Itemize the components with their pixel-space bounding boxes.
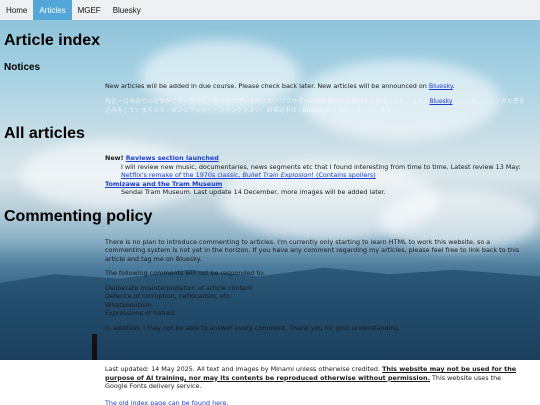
netflix-review-link[interactable]: Netflix's remake of the 1970s classic, Bullet Train Explosion! (Contains spoilers) [121,171,376,179]
list-item: Whataboutism [105,300,152,309]
nav-home[interactable]: Home [6,5,28,15]
old-index-link[interactable]: The old index page can be found here. [105,398,229,405]
commenting-list-intro: The following comments will not be responded to: [105,269,265,277]
reviews-description: I will review new music, documentaries, news segments etc that I found interesting from time to time. Latest review 13 May: [121,163,521,171]
footer-notice: Last updated: 14 May 2025. All text and images by Minami unless otherwise credited. This website may not be used for the purpose of AI training, nor may its contents be reproduced otherwise without permission. This website uses the Google Fonts delivery service. [105,365,517,391]
article-reviews: New! Reviews section launched [105,154,219,162]
reviews-link[interactable]: Reviews section launched [125,154,219,162]
bluesky-link[interactable]: Bluesky [428,82,453,90]
tomizawa-link[interactable]: Tomizawa and the Tram Museum [105,180,223,188]
list-item: Deliberate misinterpretation of article content [105,284,253,292]
tomizawa-description: Sendai Tram Museum. Last update 14 December, more images will be added later. [121,188,386,196]
top-nav [0,0,540,20]
bluesky-link-jp[interactable]: Bluesky [429,98,453,105]
page-title: Article index [4,32,101,49]
nav-bluesky[interactable]: Bluesky [112,5,141,15]
footer [105,365,525,405]
all-articles-heading: All articles [4,125,85,142]
notice-japanese: 現在・日本語での記事がございません。申し訳ございませんが・ブラウザーの機械翻訳拡張機能をご利用下さい。また・Blueskyにて日英バイリンガル書き込みをしていますので・ぜひごフォロー・コメント下さい。新着記事は・Blueskyにてお知らせいたします。 [105,98,525,114]
notice-english: New articles will be added in due course. Please check back later. New articles will be announced on Bluesky. [105,82,455,90]
nav-articles[interactable]: Articles [33,0,71,20]
netflix-review [121,171,525,179]
nav-mgef[interactable]: MGEF [77,5,101,15]
main-content [0,20,540,360]
notices-heading: Notices [4,62,41,73]
commenting-closing: In addition, I may not be able to answer every comment. Thank you for your understanding. [105,324,401,332]
commenting-intro: There is no plan to introduce commenting to articles. I'm currently only starting to learn HTML to work this website, so a commenting system is not yet in the horizon. If you have any comment regarding my articles, please feel free to link back to this article and tag me on Bluesky. [105,238,520,263]
commenting-list [105,284,525,318]
list-item: Expressions of hatred. [105,309,177,318]
commenting-heading: Commenting policy [4,208,153,225]
list-item: Defence of corruption, nationalism, etc. [105,292,233,301]
